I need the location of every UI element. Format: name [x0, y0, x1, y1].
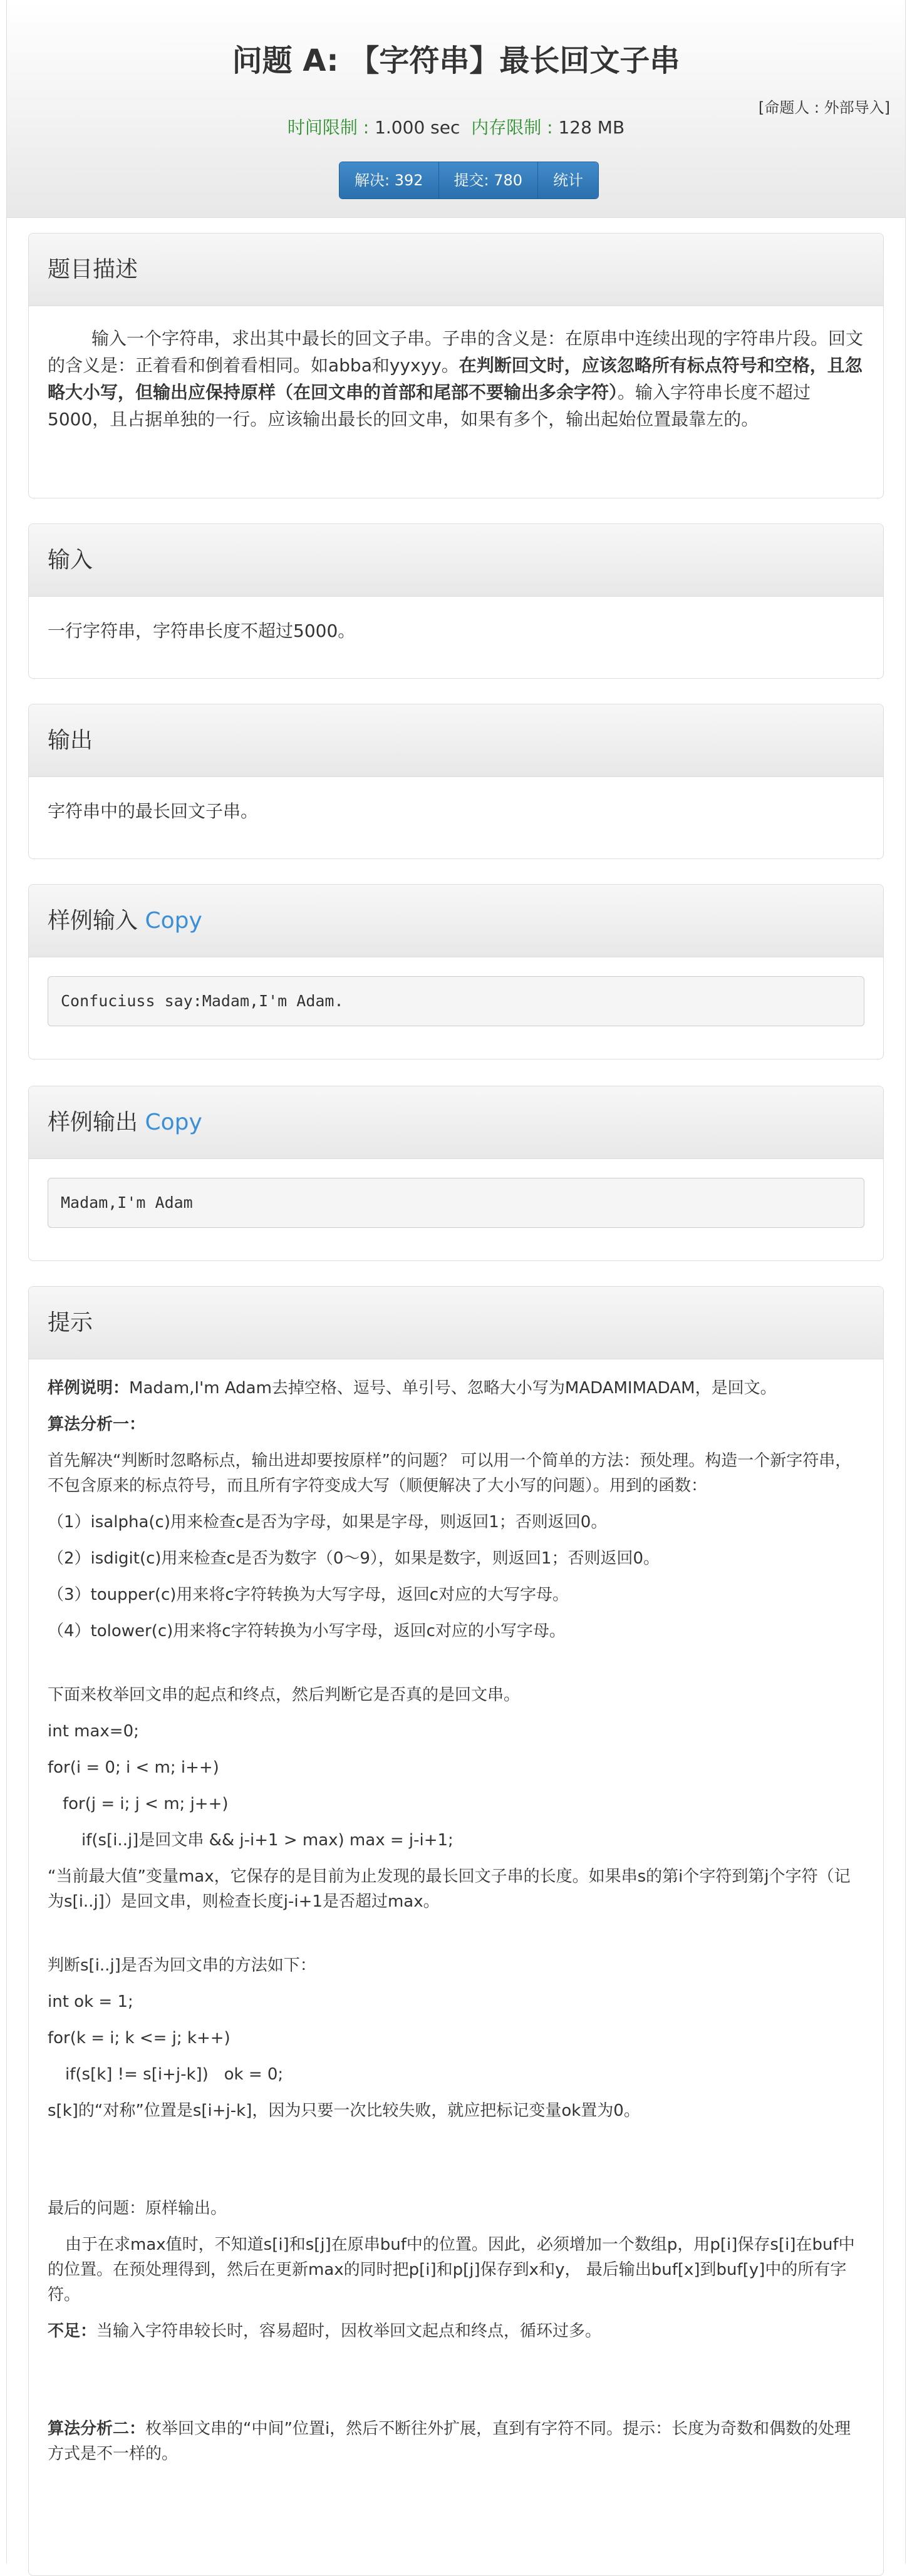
solved-button[interactable]: 解决: 392	[339, 162, 439, 198]
hint-shortcoming-text: 当输入字符串较长时，容易超时，因枚举回文起点和终点，循环过多。	[96, 2322, 602, 2341]
hint-final-question: 最后的问题：原样输出。	[48, 2199, 227, 2218]
description-text	[48, 325, 864, 433]
hint-algo2-text: 枚举回文串的“中间”位置i，然后不断往外扩展，直到有字符不同。提示：长度为奇数和偶数的处理方式是不一样的。	[48, 2419, 851, 2463]
hint-code-line-1: int max=0;	[48, 1722, 139, 1741]
problem-author: [命题人 : 外部导入]	[758, 99, 890, 116]
description-text-part-1: 输入一个字符串，求出其中最长的回文子串。子串的含义是：在原串中连续出现的字符串片段。回文的含义是：正着看和倒着看相同。如abba和yyxyy。	[48, 328, 864, 376]
hint-sample-explanation-text: Madam,I'm Adam去掉空格、逗号、单引号、忽略大小写为MADAMIMADAM，是回文。	[129, 1379, 777, 1398]
memory-limit-value: 128 MB	[558, 117, 625, 138]
description-heading: 题目描述	[29, 234, 883, 306]
hint-palindrome-check-text: 判断s[i..j]是否为回文串的方法如下：	[48, 1956, 316, 1975]
hint-algo2-label: 算法分析二：	[48, 2419, 146, 2438]
problem-title: 问题 A: 【字符串】最长回文子串	[232, 43, 680, 78]
problem-limits	[7, 114, 905, 139]
hint-symmetric-text: s[k]的“对称”位置是s[i+j-k]，因为只要一次比较失败，就应把标记变量ok置为0。	[48, 2101, 640, 2120]
hint-code-line-3: for(j = i; j < m; j++)	[63, 1795, 229, 1813]
hint-code-line-6: for(k = i; k <= j; k++)	[48, 2029, 231, 2048]
time-limit-label: 时间限制 :	[287, 117, 375, 138]
description-text-part-2: 。输入字符串长度不超过5000，且占据单独的一行。应该输出最长的回文串，如果有多个，输出起始位置最靠左的。	[48, 382, 811, 430]
problem-stats-button-group	[339, 162, 599, 199]
input-heading: 输入	[29, 524, 883, 597]
sample-output-copy-link[interactable]: Copy	[145, 1110, 202, 1135]
hint-panel	[28, 1286, 884, 2576]
hint-shortcoming-label: 不足：	[48, 2322, 97, 2341]
input-body	[29, 597, 883, 663]
hint-code-line-5: int ok = 1;	[48, 1992, 133, 2011]
sample-input-panel	[28, 884, 884, 1059]
output-text: 字符串中的最长回文子串。	[48, 801, 259, 822]
hint-heading: 提示	[29, 1287, 883, 1359]
sample-output-title: 样例输出	[48, 1110, 138, 1135]
hint-enumerate-text: 下面来枚举回文串的起点和终点，然后判断它是否真的是回文串。	[48, 1686, 521, 1704]
sample-input-code: Confuciuss say:Madam,I'm Adam.	[48, 976, 864, 1026]
output-heading: 输出	[29, 704, 883, 777]
submitted-button[interactable]: 提交: 780	[439, 162, 539, 198]
hint-sample-explanation-label: 样例说明：	[48, 1379, 130, 1398]
sample-input-heading	[29, 885, 883, 957]
problem-page	[6, 0, 906, 2563]
time-limit-value: 1.000 sec	[375, 117, 460, 138]
hint-output-explanation: 由于在求max值时，不知道s[i]和s[j]在原串buf中的位置。因此，必须增加一个数组p，用p[i]保存s[i]在buf中的位置。在预处理得到，然后在更新max的同时把p[i]和p[j]保存到x和y， 最后输出buf[x]到buf[y]中的所有字符。	[48, 2235, 855, 2304]
hint-body	[29, 1359, 883, 2485]
sample-output-heading	[29, 1086, 883, 1159]
hint-preprocess-text: 首先解决“判断时忽略标点，输出进却要按原样”的问题？ 可以用一个简单的方法：预处理。构造一个新字符串，不包含原来的标点符号，而且所有字符变成大写（顺便解决了大小写的问题）。用到的函数：	[48, 1451, 852, 1495]
input-text: 一行字符串，字符串长度不超过5000。	[48, 621, 356, 641]
sample-input-copy-link[interactable]: Copy	[145, 908, 202, 934]
output-body	[29, 777, 883, 843]
memory-limit-label: 内存限制 :	[471, 117, 559, 138]
sample-output-body	[29, 1159, 883, 1247]
hint-code-line-7: if(s[k] != s[i+j-k]) ok = 0;	[65, 2065, 284, 2084]
hint-sample-explanation	[48, 1376, 864, 1401]
sample-input-body	[29, 957, 883, 1045]
hint-func-isdigit: （2）isdigit(c)用来检查c是否为数字（0～9），如果是数字，则返回1；否则返回0。	[48, 1549, 660, 1568]
sample-output-code: Madam,I'm Adam	[48, 1178, 864, 1228]
sample-input-title: 样例输入	[48, 908, 138, 934]
hint-code-line-2: for(i = 0; i < m; i++)	[48, 1758, 219, 1777]
stats-button[interactable]: 统计	[538, 162, 598, 198]
output-panel	[28, 704, 884, 859]
hint-code-line-4: if(s[i..j]是回文串 && j-i+1 > max) max = j-i+1;	[81, 1831, 453, 1850]
hint-func-toupper: （3）toupper(c)用来将c字符转换为大写字母，返回c对应的大写字母。	[48, 1585, 569, 1604]
hint-algo2	[48, 2416, 864, 2466]
input-panel	[28, 523, 884, 679]
description-text-bold: 在判断回文时，应该忽略所有标点符号和空格，且忽略大小写，但输出应保持原样（在回文串的首部和尾部不要输出多余字符）	[48, 355, 863, 403]
hint-func-isalpha: （1）isalpha(c)用来检查c是否为字母，如果是字母，则返回1；否则返回0。	[48, 1513, 608, 1532]
description-body	[29, 306, 883, 451]
hint-func-tolower: （4）tolower(c)用来将c字符转换为小写字母，返回c对应的小写字母。	[48, 1622, 566, 1641]
hint-max-explanation: “当前最大值”变量max，它保存的是目前为止发现的最长回文子串的长度。如果串s的第i个字符到第j个字符（记为s[i..j]）是回文串，则检查长度j-i+1是否超过max。	[48, 1867, 851, 1911]
sample-output-panel	[28, 1086, 884, 1261]
problem-header	[7, 0, 905, 218]
description-panel	[28, 233, 884, 498]
hint-shortcoming	[48, 2319, 864, 2344]
hint-algo1-title	[48, 1412, 864, 1437]
hint-algo1-label: 算法分析一：	[48, 1415, 146, 1434]
